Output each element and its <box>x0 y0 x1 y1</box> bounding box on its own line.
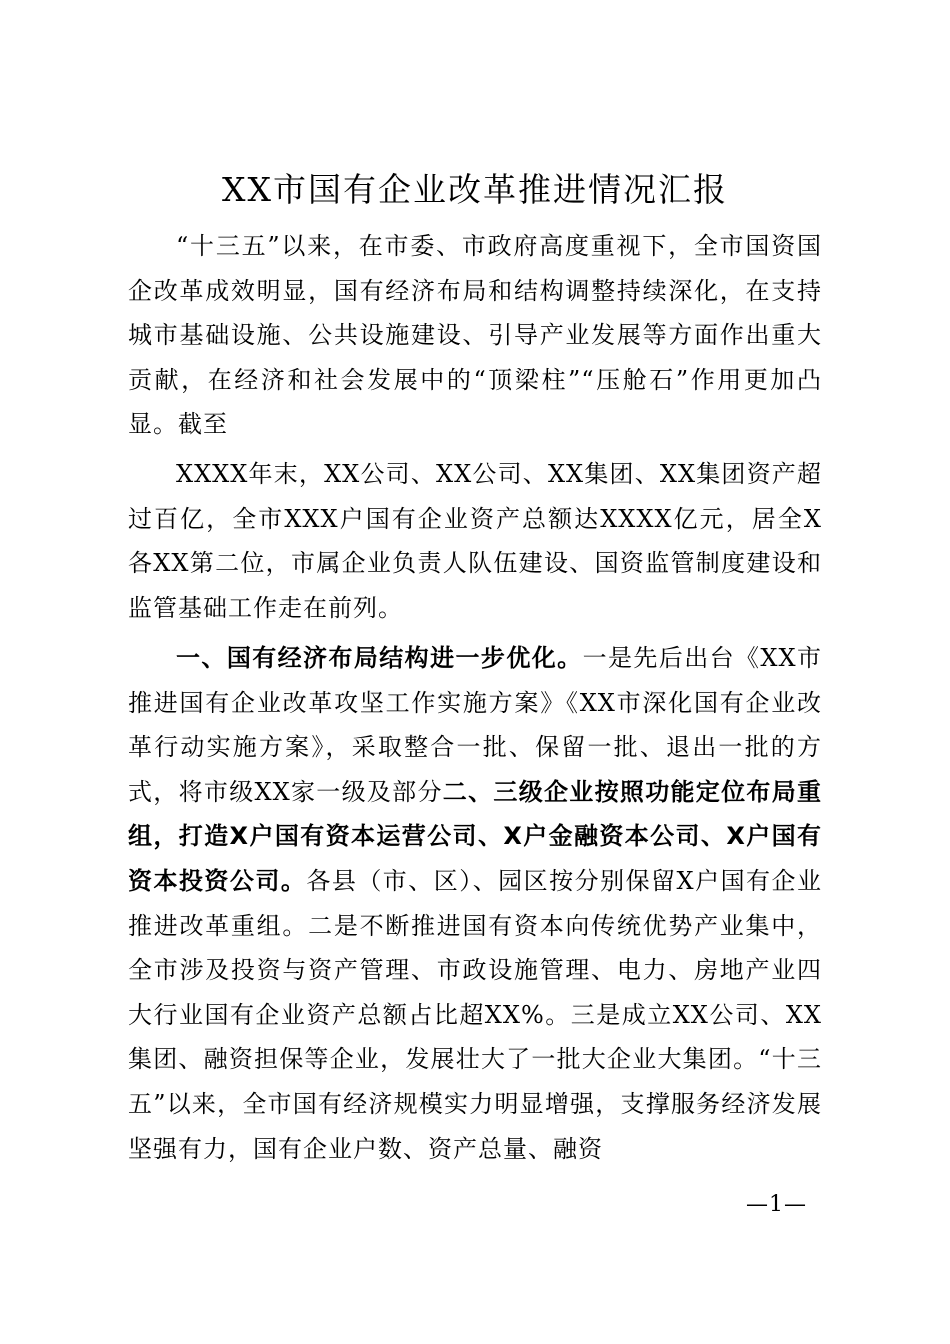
paragraph-intro: “十三五”以来，在市委、市政府高度重视下，全市国资国企改革成效明显，国有经济布局和结构调整持续深化，在支持城市基础设施、公共设施建设、引导产业发展等方面作出重大贡献，在经济和社会发展中的“顶梁柱”“压舱石”作用更加凸显。截至 <box>128 232 822 439</box>
section-text-part1: 一是先后出台《XX市推进国有企业改革攻坚工作实施方案》《XX市深化国有企业改革行动实施方案》，采取整合一批、保留一批、退出一批的方式，将市级XX家一级及部分 <box>128 644 823 806</box>
section-heading: 一、国有经济布局结构进一步优化。 <box>176 644 583 672</box>
section-text-part2: 各县（市、区）、园区按分别保留X户国有企业推进改革重组。二是不断推进国有资本向传统优势产业集中，全市涉及投资与资产管理、市政设施管理、电力、房地产业四大行业国有企业资产总额占比超XX%。三是成立XX公司、XX集团、融资担保等企业，发展壮大了一批大企业大集团。“十三五”以来，全市国有经济规模实力明显增强，支撑服务经济发展坚强有力，国有企业户数、资产总量、融资 <box>128 866 823 1163</box>
paragraph-assets: XXXX年末，XX公司、XX公司、XX集团、XX集团资产超过百亿，全市XXX户国有企业资产总额达XXXX亿元，居全X各XX第二位，市属企业负责人队伍建设、国资监管制度建设和监管基础工作走在前列。 <box>128 460 822 622</box>
page-number: —1— <box>746 1192 807 1217</box>
paragraph-section-one <box>128 636 822 1171</box>
document-title: XX市国有企业改革推进情况汇报 <box>222 170 728 209</box>
section-bold-text: 二、三级企业按照功能定位布局重组，打造X户国有资本运营公司、X户金融资本公司、X户国有资本投资公司。 <box>128 777 823 895</box>
